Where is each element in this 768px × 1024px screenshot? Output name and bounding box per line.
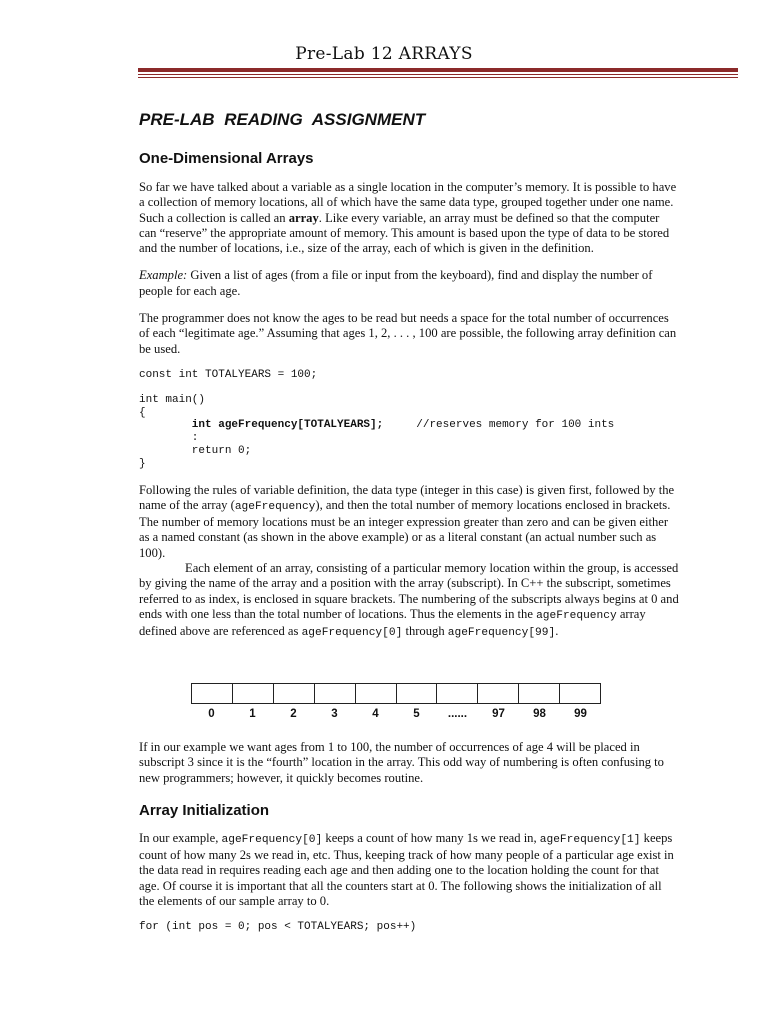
array-index-label: 3 bbox=[331, 708, 338, 720]
paragraph-variable-definition: Following the rules of variable definition, the data type (integer in this case) is given first, followed by the name of the array (ageFrequency), and then the total number of memory locations enclosed in brackets. The number of memory locations must be an integer expression greater than zero and can be given either as a named constant (as shown in the above example) or as a literal constant (an actual number such as 100). bbox=[139, 482, 675, 560]
array-cell bbox=[315, 684, 356, 703]
array-index-label: 5 bbox=[413, 708, 420, 720]
array-cell bbox=[478, 684, 519, 703]
array-index-label: ...... bbox=[447, 708, 468, 720]
subheading-one-dimensional-arrays: One-Dimensional Arrays bbox=[139, 150, 314, 167]
page-header-title: Pre-Lab 12 ARRAYS bbox=[295, 44, 473, 64]
array-cell bbox=[233, 684, 274, 703]
array-index-label: 99 bbox=[574, 708, 587, 720]
header-rule-thin bbox=[138, 74, 738, 75]
paragraph-element-access: Each element of an array, consisting of a particular memory location within the group, is accessed by giving the name of the array and a position with the array (subscript). In C++ the subscript, sometimes referred to as index, is enclosed in square brackets. The numbering of the subscripts always begins at 0 and ends with one less than the total number of locations. Thus the elements in the ageFrequency array defined above are referenced as ageFrequency[0] through ageFrequency[99]. bbox=[139, 561, 679, 640]
document-body-continued bbox=[139, 740, 679, 934]
subheading-array-initialization: Array Initialization bbox=[139, 801, 270, 819]
array-index-label: 2 bbox=[290, 708, 297, 720]
array-cell bbox=[356, 684, 397, 703]
paragraph-initialization: In our example, ageFrequency[0] keeps a count of how many 1s we read in, ageFrequency[1] keeps count of how many 2s we read in, etc. Thus, keeping track of how many people of a particular age exist in the data read in requires reading each age and then adding one to the location holding the count for that age. Of course it is important that all the counters start at 0. The following shows the initialization of all the elements of our sample array to 0. bbox=[139, 830, 674, 909]
header-rule-thin-2 bbox=[138, 77, 738, 78]
code-line: } bbox=[139, 457, 146, 470]
document-body bbox=[139, 110, 679, 642]
header-rule bbox=[138, 68, 738, 72]
code-line: { bbox=[139, 406, 146, 419]
paragraph-age-subscript: If in our example we want ages from 1 to 100, the number of occurrences of age 4 will be placed in subscript 3 since it is the “fourth” location in the array. This odd way of numbering is often confusing to new programmers; however, it quickly becomes routine. bbox=[139, 740, 664, 785]
array-cell bbox=[397, 684, 438, 703]
array-index-label: 0 bbox=[208, 708, 215, 720]
code-line: int ageFrequency[TOTALYEARS]; //reserves memory for 100 ints bbox=[139, 419, 615, 432]
code-line: const int TOTALYEARS = 100; bbox=[139, 368, 318, 381]
array-index-label: 4 bbox=[372, 708, 379, 720]
array-cell bbox=[437, 684, 478, 703]
code-line: : bbox=[139, 432, 199, 445]
array-index-labels bbox=[191, 708, 601, 720]
array-cell bbox=[519, 684, 560, 703]
code-line: int main() bbox=[139, 393, 206, 406]
paragraph-intro: So far we have talked about a variable as a single location in the computer’s memory. It is possible to have a collection of memory locations, all of which have the same data type, grouped together under one name. Such a collection is called an array. Like every variable, an array must be defined so that the computer can “reserve” the appropriate amount of memory. This amount is based upon the type of data to be stored and the number of locations, i.e., size of the array, each of which is given in the definition. bbox=[139, 180, 677, 256]
paragraph-programmer: The programmer does not know the ages to be read but needs a space for the total number of occurrences of each “legitimate age.” Assuming that ages 1, 2, . . . , 100 are possible, the following array definition can be used. bbox=[139, 311, 677, 356]
code-line-for-loop: for (int pos = 0; pos < TOTALYEARS; pos++) bbox=[139, 921, 417, 934]
array-cells bbox=[191, 683, 601, 704]
array-index-label: 97 bbox=[492, 708, 505, 720]
paragraph-example: Example: Given a list of ages (from a file or input from the keyboard), find and display the number of people for each age. bbox=[139, 268, 653, 298]
section-heading: PRE-LAB READING ASSIGNMENT bbox=[139, 110, 426, 129]
array-cell bbox=[274, 684, 315, 703]
array-cell bbox=[560, 684, 600, 703]
array-cell bbox=[192, 684, 233, 703]
array-index-label: 1 bbox=[249, 708, 256, 720]
array-diagram bbox=[191, 683, 601, 720]
code-block-definition bbox=[139, 369, 679, 471]
code-line: return 0; bbox=[139, 444, 252, 457]
array-index-label: 98 bbox=[533, 708, 546, 720]
